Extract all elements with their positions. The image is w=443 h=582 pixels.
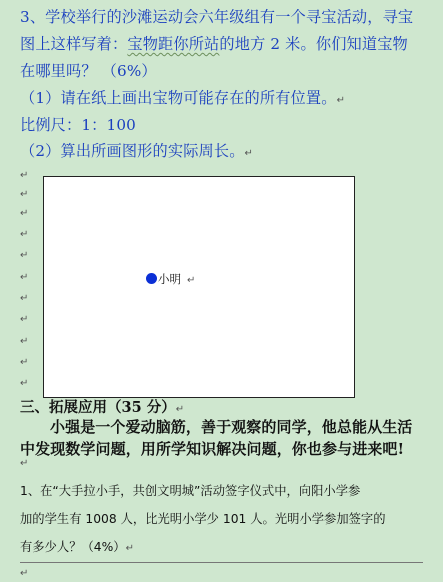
section-title: 三、拓展应用（35 分）↵ — [20, 399, 185, 416]
paragraph-mark-icon: ↵ — [20, 568, 29, 579]
paragraph-mark-icon: ↵ — [244, 148, 254, 159]
q3-line-2-wavy: 宝物距你所站 — [127, 35, 220, 53]
q1-line-1: 1、在“大手拉小手，共创文明城”活动签字仪式中，向阳小学参 — [20, 484, 361, 498]
paragraph-mark-icon: ↵ — [20, 378, 29, 389]
q3-line-2-before: 图上这样写着： — [20, 35, 128, 53]
paragraph-mark-icon: ↵ — [336, 95, 346, 106]
position-dot — [146, 273, 157, 284]
paragraph-mark-icon: ↵ — [20, 272, 29, 283]
paragraph-mark-icon: ↵ — [175, 404, 185, 415]
q3-scale: 比例尺：1：100 — [20, 116, 136, 134]
paragraph-mark-icon: ↵ — [20, 458, 29, 469]
paragraph-mark-icon: ↵ — [20, 229, 29, 240]
paragraph-mark-icon: ↵ — [20, 293, 29, 304]
q1-line-2: 加的学生有 1008 人，比光明小学少 101 人。光明小学参加签字的 — [20, 512, 386, 526]
paragraph-mark-icon: ↵ — [187, 275, 196, 286]
q3-line-2-after: 的地方 2 米。你们知道宝物 — [219, 35, 408, 53]
q3-line-1: 3、学校举行的沙滩运动会六年级组有一个寻宝活动，寻宝 — [20, 8, 414, 26]
person-label: 小明 ↵ — [158, 272, 196, 286]
divider-line — [20, 562, 423, 563]
paragraph-mark-icon: ↵ — [20, 357, 29, 368]
paragraph-mark-icon: ↵ — [20, 170, 29, 181]
q3-sub1: （1）请在纸上画出宝物可能存在的所有位置。↵ — [20, 89, 346, 107]
q3-sub2: （2）算出所画图形的实际周长。↵ — [20, 142, 254, 160]
paragraph-mark-icon: ↵ — [20, 314, 29, 325]
paragraph-mark-icon: ↵ — [125, 543, 134, 554]
drawing-area — [43, 176, 355, 398]
paragraph-mark-icon: ↵ — [20, 336, 29, 347]
paragraph-mark-icon: ↵ — [20, 189, 29, 200]
q1-line-3: 有多少人？（4%）↵ — [20, 540, 134, 554]
section-intro-line-1: 小强是一个爱动脑筋，善于观察的同学，他总能从生活 — [50, 418, 413, 436]
paragraph-mark-icon: ↵ — [20, 250, 29, 261]
section-intro-line-2: 中发现数学问题，用所学知识解决问题，你也参与进来吧! — [20, 440, 405, 458]
q3-line-2 — [20, 33, 408, 54]
paragraph-mark-icon: ↵ — [20, 208, 29, 219]
q3-line-3: 在哪里吗？ （6%） — [20, 62, 157, 80]
